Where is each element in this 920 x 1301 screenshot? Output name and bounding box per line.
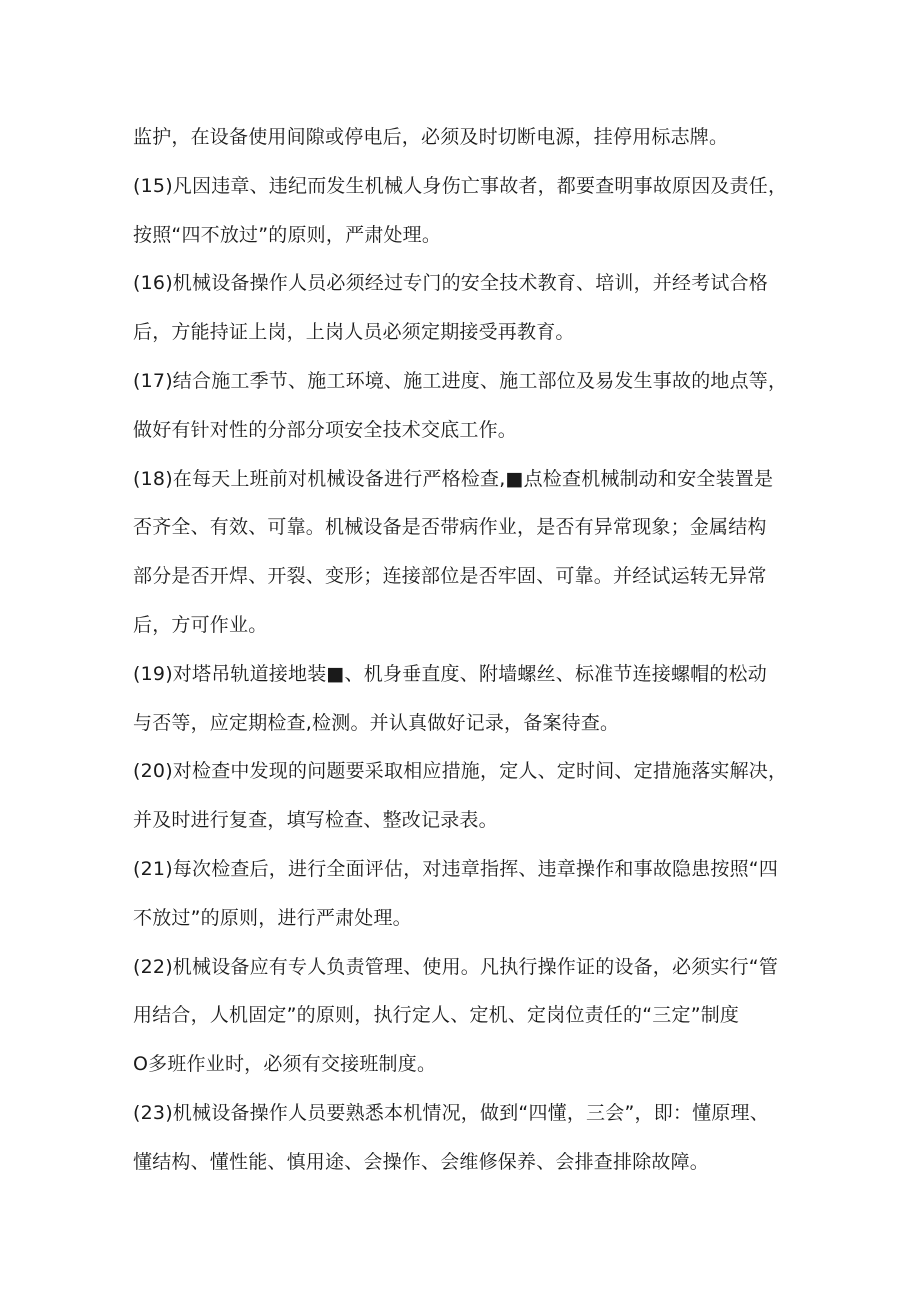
text-line: O多班作业时，必须有交接班制度。 <box>133 1053 437 1076</box>
text-line: 部分是否开焊、开裂、变形；连接部位是否牢固、可靠。并经试运转无异常 <box>133 565 767 588</box>
text-line: (15)凡因违章、违纪而发生机械人身伤亡事故者，都要查明事故原因及责任， <box>133 174 788 197</box>
text-line: 与否等，应定期检查,检测。并认真做好记录，备案待查。 <box>133 711 620 734</box>
text-line: (23)机械设备操作人员要熟悉本机情况，做到“四懂，三会”，即：懂原理、 <box>133 1101 769 1124</box>
text-line: 做好有针对性的分部分项安全技术交底工作。 <box>133 418 518 441</box>
document-body <box>133 113 813 1187</box>
text-line: (19)对塔吊轨道接地装■、机身垂直度、附墙螺丝、标准节连接螺帽的松动 <box>133 662 767 685</box>
text-line: 后，方可作业。 <box>133 613 268 636</box>
text-line: 否齐全、有效、可靠。机械设备是否带病作业，是否有异常现象；金属结构 <box>133 516 767 539</box>
text-line: 不放过”的原则，进行严肃处理。 <box>133 906 412 929</box>
text-line: (20)对检查中发现的问题要采取相应措施，定人、定时间、定措施落实解决， <box>133 760 788 783</box>
text-line: (16)机械设备操作人员必须经过专门的安全技术教育、培训，并经考试合格 <box>133 272 769 295</box>
text-line: 监护，在设备使用间隙或停电后，必须及时切断电源，挂停用标志牌。 <box>133 126 729 148</box>
text-line: (18)在每天上班前对机械设备进行严格检查,■点检查机械制动和安全装置是 <box>133 467 774 490</box>
text-line: (17)结合施工季节、施工环境、施工进度、施工部位及易发生事故的地点等， <box>133 369 788 392</box>
text-line: (22)机械设备应有专人负责管理、使用。凡执行操作证的设备，必须实行“管 <box>133 955 779 978</box>
text-line: 用结合，人机固定”的原则，执行定人、定机、定岗位责任的“三定”制度 <box>133 1004 740 1027</box>
text-line: 后，方能持证上岗，上岗人员必须定期接受再教育。 <box>133 321 575 344</box>
text-line: 懂结构、懂性能、慎用途、会操作、会维修保养、会排查排除故障。 <box>133 1150 710 1173</box>
text-line: (21)每次检查后，进行全面评估，对违章指挥、违章操作和事故隐患按照“四 <box>133 857 779 880</box>
text-line: 按照“四不放过”的原则，严肃处理。 <box>133 223 442 246</box>
text-line: 并及时进行复查，填写检查、整改记录表。 <box>133 809 498 832</box>
